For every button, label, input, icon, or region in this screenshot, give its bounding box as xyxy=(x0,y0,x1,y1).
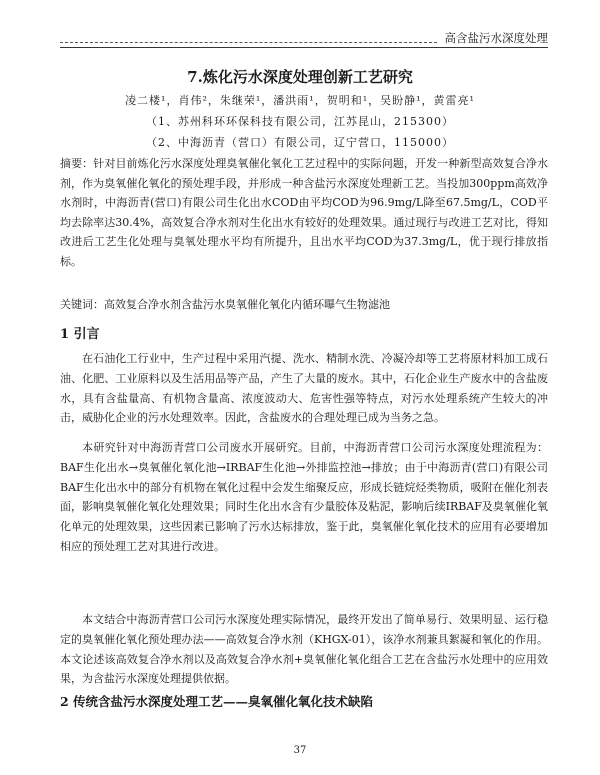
keywords-text: 高效复合净水剂含盐污水臭氧催化氧化内循环曝气生物滤池 xyxy=(104,298,390,311)
section-1-heading: 1 引言 xyxy=(60,327,100,342)
running-title: 高含盐污水深度处理 xyxy=(444,31,548,45)
header-dashed-rule xyxy=(60,42,437,43)
abstract-text: 针对目前炼化污水深度处理臭氧催化氧化工艺过程中的实际问题，开发一种新型高效复合净水剂，作为臭氧催化氧化的预处理手段，并形成一种含盐污水深度处理新工艺。当投加300ppm高效净水剂时，中海沥青(营口)有限公司生化出水COD由平均COD为96.9mg/L降至67.5mg/L，COD平均去除率达30.4%，高效复合净水剂对生化出水有较好的处理效果。通过现行与改进工艺对比，得知改进后工艺生化处理与臭氧处理水平均有所提升，且出水平均COD为37.3mg/L，优于现行排放指标。 xyxy=(60,157,548,268)
abstract-label: 摘要： xyxy=(60,157,94,170)
abstract xyxy=(60,154,548,271)
keywords xyxy=(60,296,548,314)
author-list: 凌二楼¹，肖伟²，朱继荣¹，潘洪雨¹，贺明和¹，吴盼静¹，黄雷亮¹ xyxy=(125,94,475,107)
section-2-heading: 2 传统含盐污水深度处理工艺——臭氧催化氧化技术缺陷 xyxy=(60,694,374,709)
intro-paragraph-3: 本文结合中海沥青营口公司污水深度处理实际情况，最终开发出了简单易行、效果明显、运行稳定的臭氧催化氧化预处理办法——高效复合净水剂（KHGX-01），该净水剂兼具絮凝和氧化的作用。本文论述该高效复合净水剂以及高效复合净水剂+臭氧催化氧化组合工艺在含盐污水处理中的应用效果，为含盐污水深度处理提供依据。 xyxy=(60,613,548,686)
intro-paragraph-1: 在石油化工行业中，生产过程中采用汽提、洗水、精制水洗、冷凝冷却等工艺将原材料加工成石油、化肥、工业原料以及生活用品等产品，产生了大量的废水。其中，石化企业生产废水中的含盐废水，具有含盐量高、有机物含量高、浓度波动大、危害性强等特点，对污水处理系统产生较大的冲击，威胁化企业的污水处理效率。因此，含盐废水的合理处理已成为当务之急。 xyxy=(60,352,548,425)
intro-paragraph-2: 本研究针对中海沥青营口公司废水开展研究。目前，中海沥青营口公司污水深度处理流程为：BAF生化出水→臭氧催化氧化池→IRBAF生化池→外排监控池→排放；由于中海沥青(营口)有限公司BAF生化出水中的部分有机物在氧化过程中会发生缩聚反应，形成长链烷烃类物质，吸附在催化剂表面，影响臭氧催化氧化处理效果；同时生化出水含有少量胶体及粘泥，影响后续IRBAF及臭氧催化氧化单元的处理效果，这些因素已影响了污水达标排放，鉴于此，臭氧催化氧化技术的应用有必要增加相应的预处理工艺对其进行改进。 xyxy=(60,441,548,553)
paper-title: 7.炼化污水深度处理创新工艺研究 xyxy=(187,68,413,86)
page-number: 37 xyxy=(293,745,307,756)
running-header xyxy=(60,22,548,46)
affiliation-1: （1、苏州科环环保科技有限公司，江苏昆山，215300） xyxy=(146,115,454,128)
keywords-label: 关键词： xyxy=(60,298,104,311)
header-rule xyxy=(60,47,548,48)
affiliation-2: （2、中海沥青（营口）有限公司，辽宁营口，115000） xyxy=(146,136,454,149)
